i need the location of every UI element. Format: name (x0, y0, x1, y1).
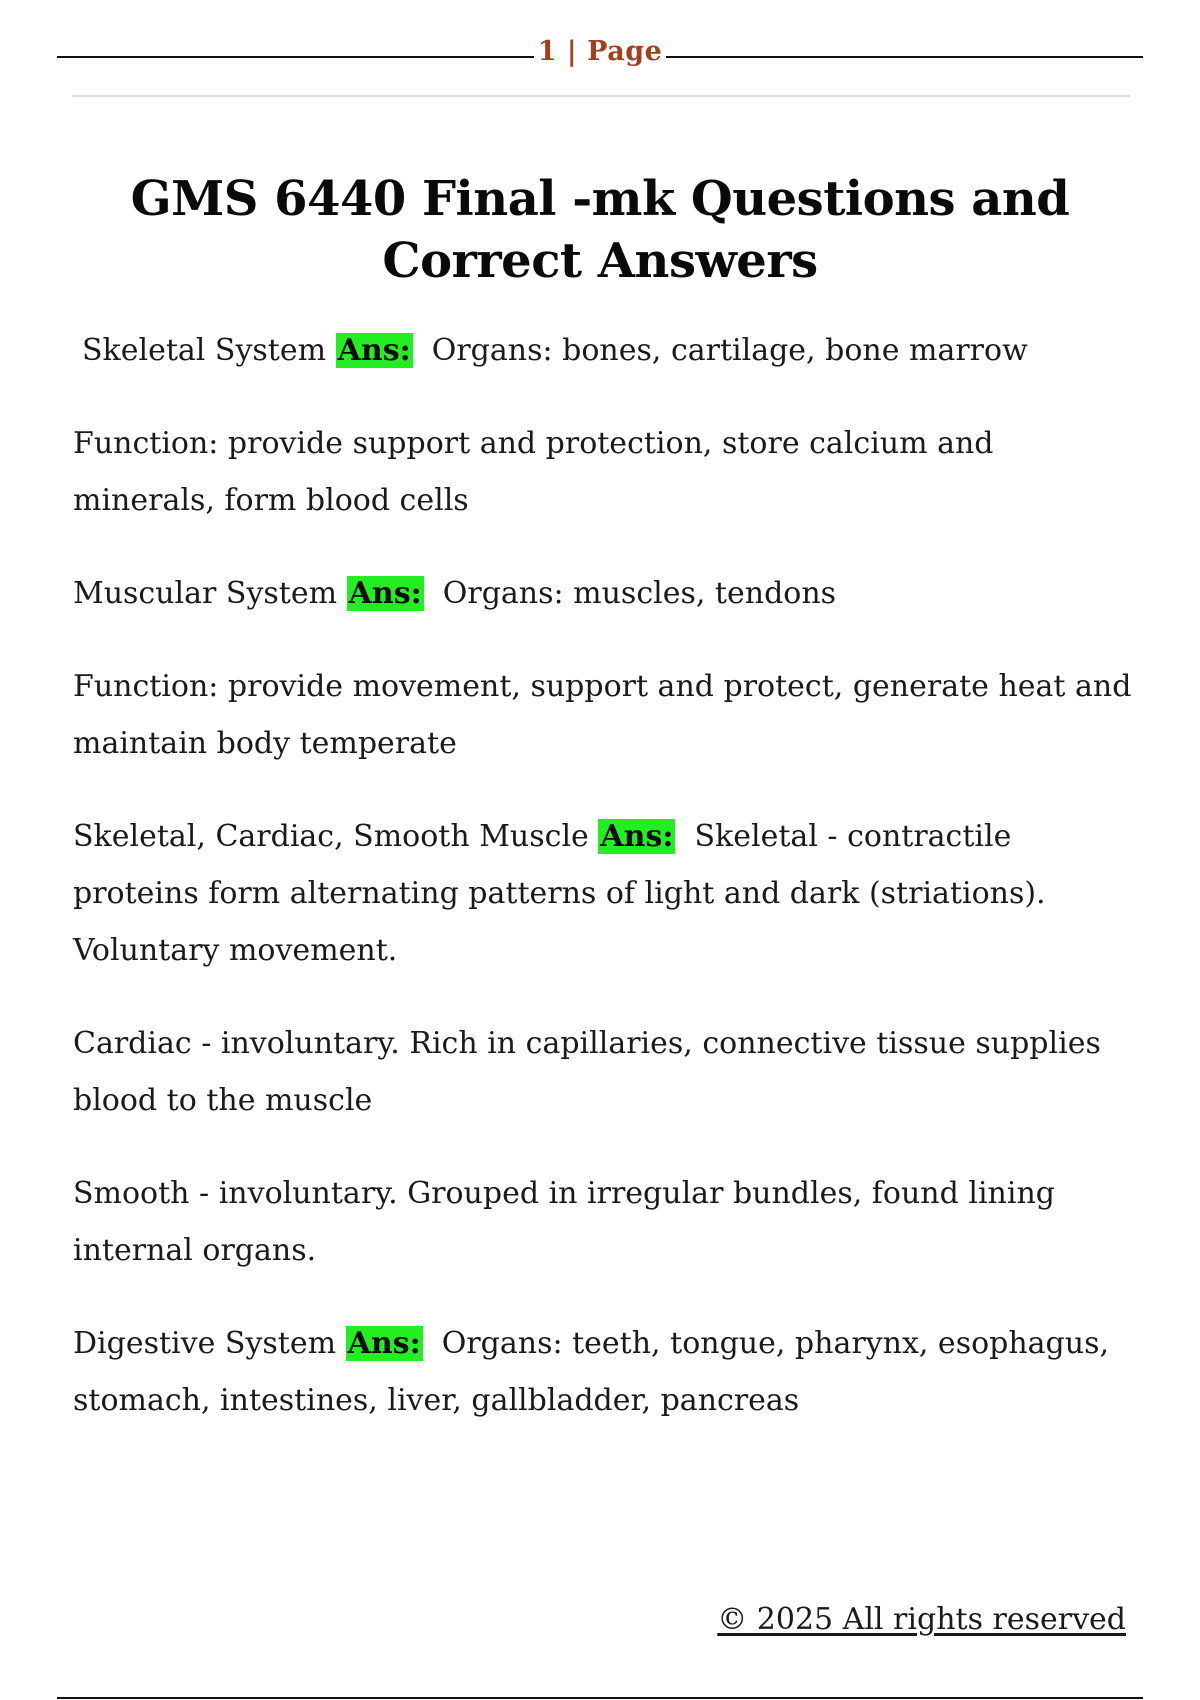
question-text: Skeletal, Cardiac, Smooth Muscle (73, 819, 589, 854)
question-text: Skeletal System (82, 333, 327, 368)
copyright-notice: © 2025 All rights reserved (717, 1602, 1126, 1637)
answer-text: Organs: bones, cartilage, bone marrow (431, 333, 1028, 368)
answer-paragraph: Cardiac - involuntary. Rich in capillaries, connective tissue supplies blood to the muscle (73, 1026, 1101, 1118)
page-number-label (0, 36, 1200, 67)
document-body (73, 322, 1133, 1465)
ans-marker: Ans: (348, 576, 422, 611)
qa-entry (73, 565, 1133, 622)
qa-entry (73, 1315, 1133, 1429)
answer-paragraph: Function: provide movement, support and protect, generate heat and maintain body temperate (73, 669, 1132, 761)
qa-entry (73, 808, 1133, 979)
answer-paragraph: Smooth - involuntary. Grouped in irregular bundles, found lining internal organs. (73, 1176, 1055, 1268)
answer-text: Organs: teeth, tongue, pharynx, esophagus, stomach, intestines, liver, gallbladder, pancreas (73, 1326, 1110, 1418)
answer-paragraph: Function: provide support and protection, store calcium and minerals, form blood cells (73, 426, 994, 518)
answer-text: Skeletal - contractile proteins form alternating patterns of light and dark (striations). Voluntary movement. (73, 819, 1046, 968)
footer-rule (57, 1697, 1143, 1699)
answer-text: Organs: muscles, tendons (442, 576, 837, 611)
question-text: Digestive System (73, 1326, 337, 1361)
header-divider (72, 95, 1130, 97)
ans-marker: Ans: (347, 1326, 421, 1361)
document-title: GMS 6440 Final -mk Questions and Correct Answers (130, 171, 1070, 289)
ans-marker: Ans: (337, 333, 411, 368)
qa-entry (82, 322, 1133, 379)
question-text: Muscular System (73, 576, 338, 611)
page-number-text: 1 | Page (534, 36, 667, 67)
ans-marker: Ans: (600, 819, 674, 854)
